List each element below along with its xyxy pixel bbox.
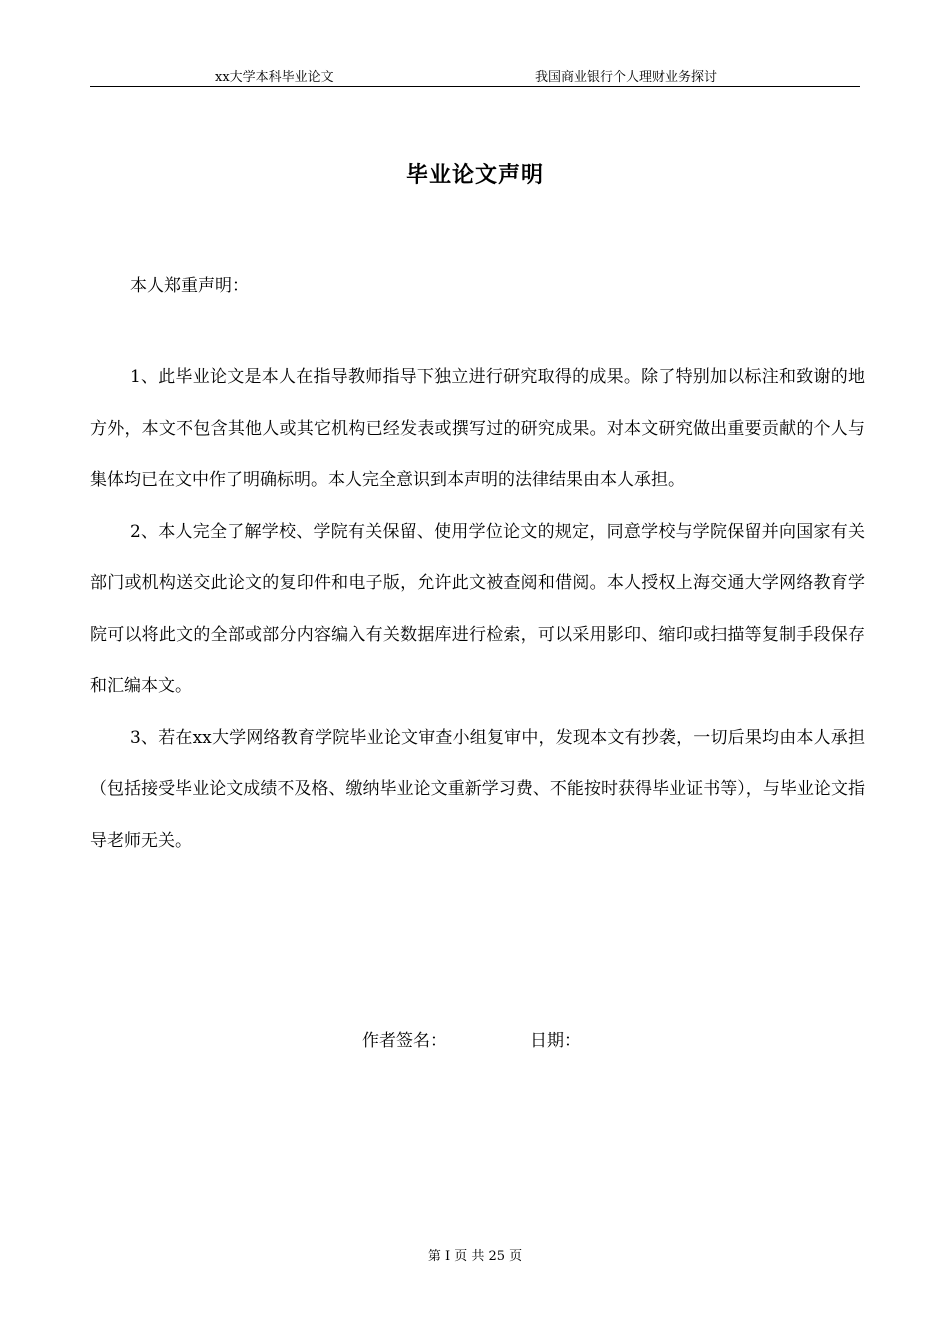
header-thesis-label: xx大学本科毕业论文: [215, 70, 334, 85]
declaration-paragraph-1: 1、此毕业论文是本人在指导教师指导下独立进行研究取得的成果。除了特别加以标注和致谢的地方外，本文不包含其他人或其它机构已经发表或撰写过的研究成果。对本文研究做出重要贡献的个人与集体均已在文中作了明确标明。本人完全意识到本声明的法律结果由本人承担。: [90, 367, 865, 490]
page-number-footer: 第 I 页 共 25 页: [427, 1249, 523, 1264]
declaration-body: [90, 352, 865, 867]
declaration-paragraph-2: 2、本人完全了解学校、学院有关保留、使用学位论文的规定，同意学校与学院保留并向国家有关部门或机构送交此论文的复印件和电子版，允许此文被查阅和借阅。本人授权上海交通大学网络教育学院可以将此文的全部或部分内容编入有关数据库进行检索，可以采用影印、缩印或扫描等复制手段保存和汇编本文。: [90, 521, 865, 696]
header-thesis-topic: 我国商业银行个人理财业务探讨: [535, 70, 718, 85]
page-header: [90, 62, 860, 87]
author-signature-label: 作者签名：: [362, 1031, 447, 1051]
declaration-paragraph-3: 3、若在xx大学网络教育学院毕业论文审查小组复审中，发现本文有抄袭，一切后果均由本人承担（包括接受毕业论文成绩不及格、缴纳毕业论文重新学习费、不能按时获得毕业证书等），与毕业论文指导老师无关。: [90, 727, 865, 851]
page-title: 毕业论文声明: [405, 162, 544, 188]
declaration-salutation: 本人郑重声明：: [130, 276, 249, 296]
date-label: 日期：: [530, 1031, 581, 1051]
